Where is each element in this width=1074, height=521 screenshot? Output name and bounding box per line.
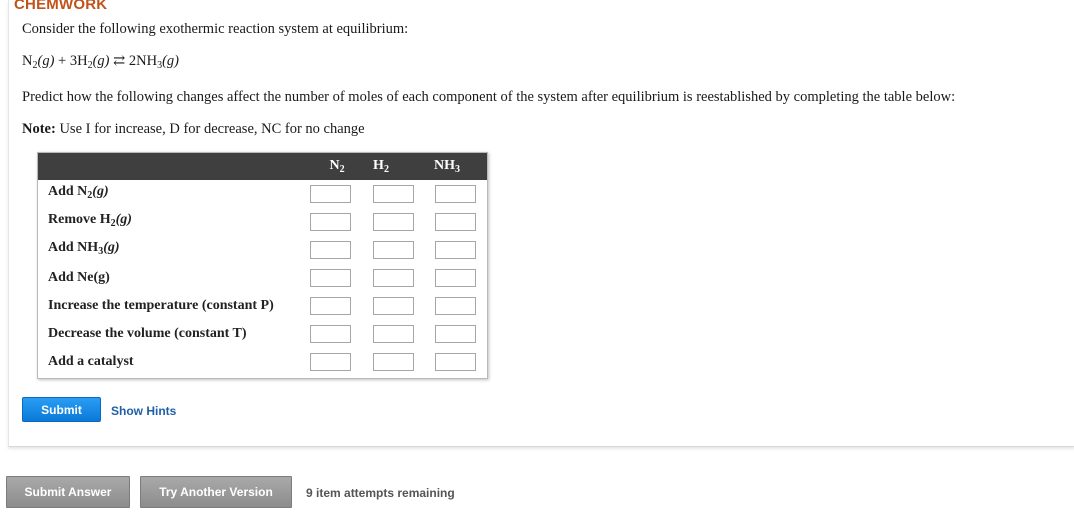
- answer-field-add-nh3-n2[interactable]: [310, 241, 351, 259]
- answer-field-increase-temperature-h2[interactable]: [373, 297, 414, 315]
- answer-field-decrease-volume-n2[interactable]: [310, 325, 351, 343]
- answer-field-add-catalyst-nh3[interactable]: [435, 353, 476, 371]
- brand-logo-text: CHEMWORK: [14, 0, 108, 13]
- prompt-text: Predict how the following changes affect the number of moles of each component of the system after equilibrium is reestablished by completing the table below:: [22, 89, 956, 105]
- answer-field-add-n2-n2[interactable]: [310, 185, 351, 203]
- answer-field-remove-h2-nh3[interactable]: [435, 213, 476, 231]
- reaction-equation: $N_2(g) + 3H_2(g)$ ⇄ $2NH_3(g)$: [22, 53, 179, 71]
- row-label-add-n2: Add $N_2(g)$: [48, 184, 109, 201]
- note-body: Use I for increase, D for decrease, NC for no change: [55, 121, 365, 137]
- answer-field-add-n2-nh3[interactable]: [435, 185, 476, 203]
- answer-field-decrease-volume-h2[interactable]: [373, 325, 414, 343]
- row-label-decrease-volume: Decrease the volume (constant T): [48, 326, 247, 341]
- answer-field-add-nh3-nh3[interactable]: [435, 241, 476, 259]
- show-hints-link[interactable]: Show Hints: [111, 404, 177, 418]
- intro-text: Consider the following exothermic reaction system at equilibrium:: [22, 21, 409, 37]
- attempts-remaining-text: 9 item attempts remaining: [306, 486, 455, 500]
- answer-field-remove-h2-h2[interactable]: [373, 213, 414, 231]
- submit-answer-button[interactable]: Submit Answer: [6, 476, 130, 508]
- answer-field-increase-temperature-nh3[interactable]: [435, 297, 476, 315]
- answer-field-increase-temperature-n2[interactable]: [310, 297, 351, 315]
- answer-field-add-catalyst-h2[interactable]: [373, 353, 414, 371]
- row-label-add-ne: Add Ne(g): [48, 270, 110, 285]
- note-label: Note:: [22, 121, 56, 137]
- answer-field-decrease-volume-nh3[interactable]: [435, 325, 476, 343]
- row-label-add-nh3: Add $NH_3(g)$: [48, 240, 120, 257]
- note-text: [22, 121, 365, 138]
- answer-table: [37, 152, 488, 379]
- answer-field-remove-h2-n2[interactable]: [310, 213, 351, 231]
- answer-field-add-n2-h2[interactable]: [373, 185, 414, 203]
- column-header-n2: $N_2$: [329, 158, 345, 175]
- answer-field-add-ne-h2[interactable]: [373, 269, 414, 287]
- row-label-increase-temperature: Increase the temperature (constant P): [48, 298, 274, 313]
- try-another-version-button[interactable]: Try Another Version: [140, 476, 292, 508]
- answer-field-add-nh3-h2[interactable]: [373, 241, 414, 259]
- answer-field-add-catalyst-n2[interactable]: [310, 353, 351, 371]
- table-header: [38, 153, 487, 180]
- row-label-remove-h2: Remove $H_2(g)$: [48, 212, 132, 229]
- column-header-h2: $H_2$: [373, 158, 389, 175]
- answer-field-add-ne-n2[interactable]: [310, 269, 351, 287]
- row-label-add-catalyst: Add a catalyst: [48, 354, 134, 369]
- column-header-nh3: $NH_3$: [434, 158, 460, 175]
- answer-field-add-ne-nh3[interactable]: [435, 269, 476, 287]
- submit-button[interactable]: Submit: [22, 397, 101, 422]
